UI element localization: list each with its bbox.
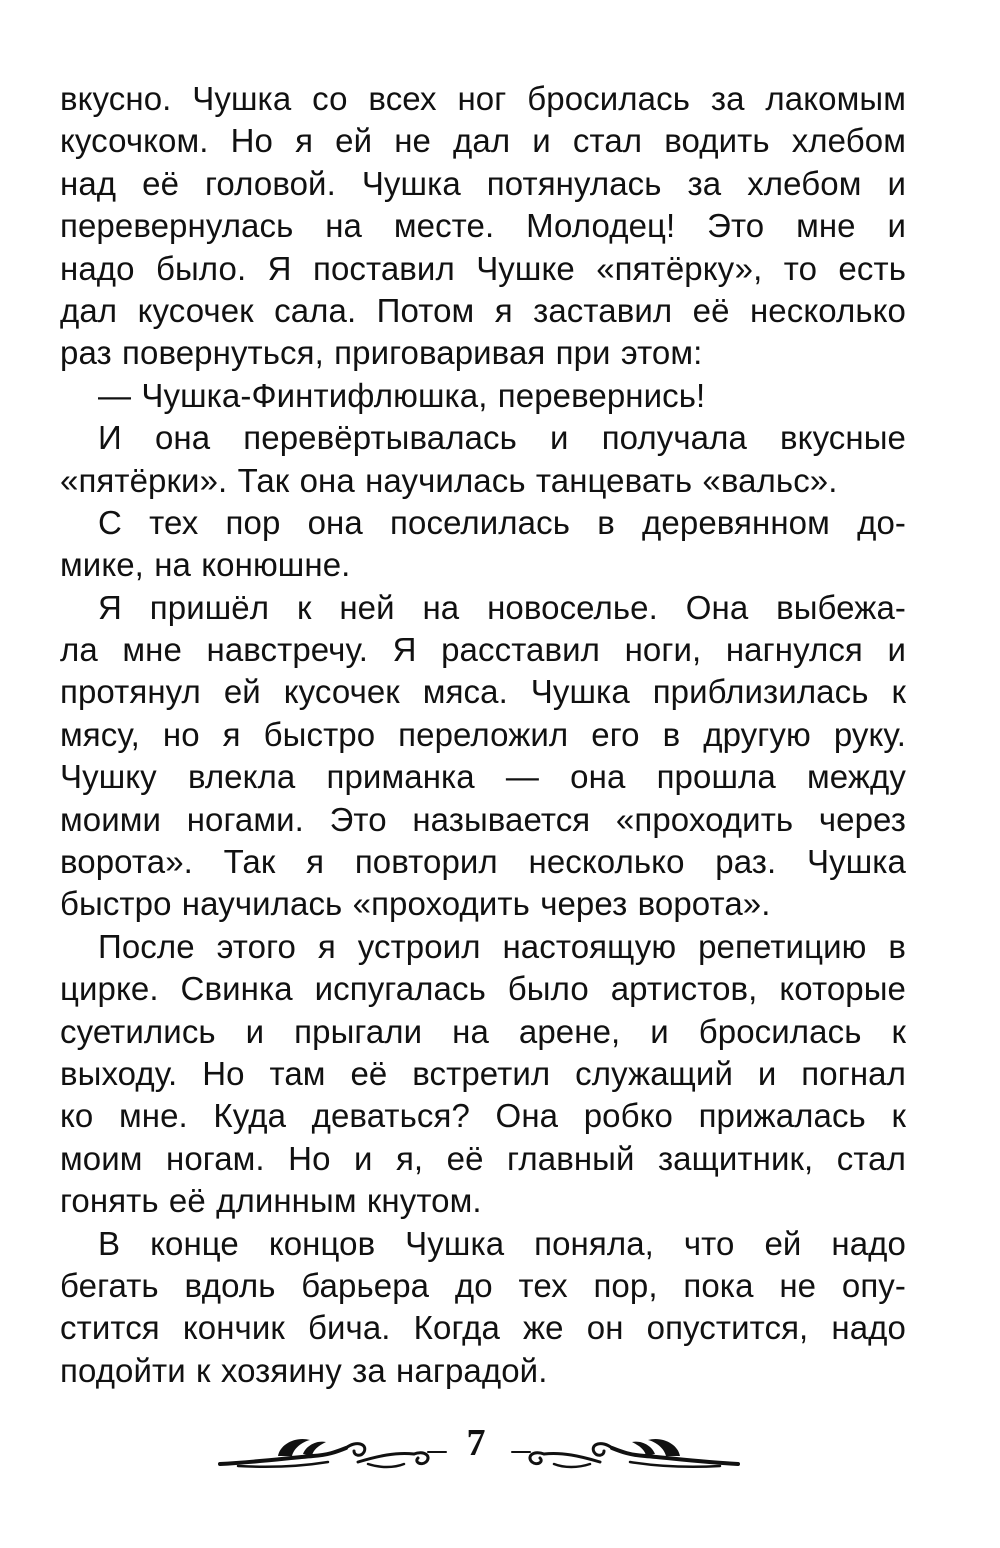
text-line: протянул ей кусочек мяса. Чушка приблизилась к (60, 673, 906, 711)
flourish-left-icon (218, 1426, 448, 1474)
text-line: гонять её длинным кнутом. (60, 1182, 482, 1220)
text-line: вкусно. Чушка со всех ног бросилась за лакомым (60, 80, 906, 117)
text-line: выходу. Но там её встретил служащий и погнал (60, 1054, 906, 1092)
text-line: мясу, но я быстро переложил его в другую руку. (60, 715, 906, 753)
page-footer (0, 1418, 1000, 1478)
text-line: «пятёрки». Так она научилась танцевать «вальс». (60, 461, 838, 499)
text-line: надо было. Я поставил Чушке «пятёрку», то есть (60, 249, 906, 287)
text-line: В конце концов Чушка поняла, что ей надо (98, 1224, 906, 1262)
text-line: Я пришёл к ней на новоселье. Она выбежа- (98, 588, 906, 626)
text-line: моими ногами. Это называется «проходить через (60, 800, 906, 838)
text-line: С тех пор она поселилась в деревянном до- (98, 503, 906, 541)
text-line: цирке. Свинка испугалась было артистов, которые (60, 970, 906, 1008)
text-line: мике, на конюшне. (60, 546, 351, 584)
page-number: 7 (466, 1422, 486, 1464)
text-line: ворота». Так я повторил несколько раз. Чушка (60, 843, 906, 881)
text-line: быстро научилась «проходить через ворота». (60, 885, 771, 923)
text-line: После этого я устроил настоящую репетицию в (98, 927, 906, 965)
text-line: кусочком. Но я ей не дал и стал водить хлебом (60, 122, 906, 160)
text-line: ла мне навстречу. Я расставил ноги, нагнулся и (60, 631, 906, 669)
text-line: дал кусочек сала. Потом я заставил её несколько (60, 291, 906, 329)
text-line: ко мне. Куда деваться? Она робко прижалась к (60, 1097, 906, 1135)
flourish-right-icon (510, 1426, 740, 1474)
text-line: Чушку влекла приманка — она прошла между (60, 758, 906, 796)
text-line: над её головой. Чушка потянулась за хлебом и (60, 164, 906, 202)
text-line: И она перевёртывалась и получала вкусные (98, 419, 906, 457)
text-line: моим ногам. Но и я, её главный защитник, стал (60, 1139, 906, 1177)
text-line: стится кончик бича. Когда же он опустится, надо (60, 1309, 906, 1347)
text-line: бегать вдоль барьера до тех пор, пока не опу- (60, 1266, 906, 1304)
text-line: подойти к хозяину за наградой. (60, 1351, 548, 1389)
text-line: суетились и прыгали на арене, и бросилась к (60, 1012, 906, 1050)
text-line: раз повернуться, приговаривая при этом: (60, 334, 703, 372)
body-text (60, 78, 906, 1392)
text-line: перевернулась на месте. Молодец! Это мне и (60, 207, 906, 245)
text-line: — Чушка-Финтифлюшка, перевернись! (98, 376, 706, 414)
